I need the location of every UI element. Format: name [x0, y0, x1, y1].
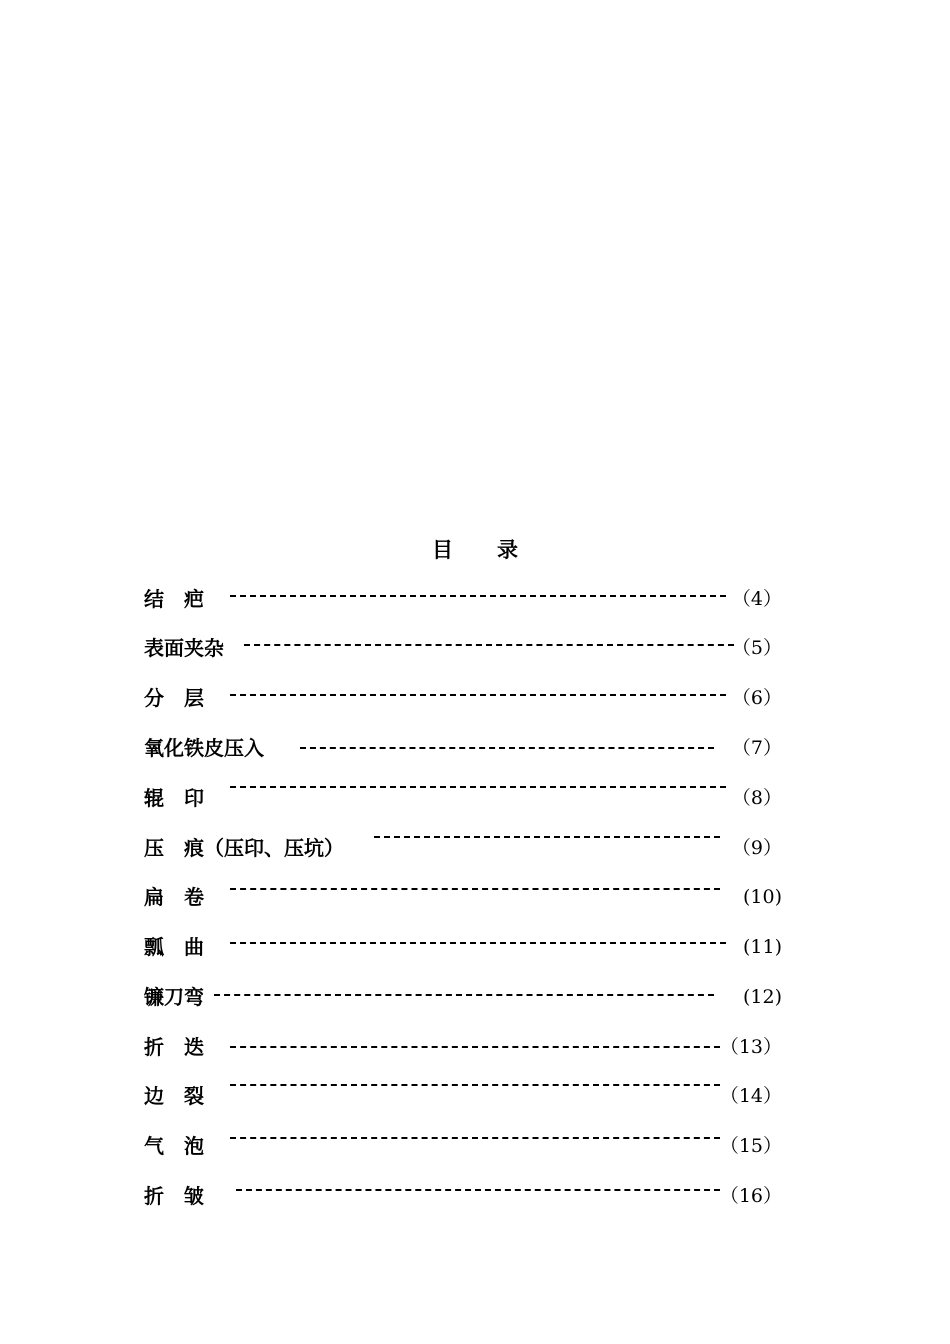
dotted-leader — [214, 994, 714, 996]
toc-entry-label: 辊 印 — [144, 786, 204, 810]
toc-entry-page: （13） — [719, 1036, 782, 1058]
toc-entry-page: （9） — [731, 837, 782, 859]
toc-entry[interactable] — [144, 1032, 784, 1062]
dotted-leader — [244, 644, 734, 646]
toc-entry-label: 瓢 曲 — [144, 935, 204, 959]
toc-entry[interactable] — [144, 882, 784, 912]
toc-entry-label: 压 痕（压印、压坑） — [144, 836, 344, 860]
dotted-leader — [236, 1189, 720, 1191]
toc-entry[interactable] — [144, 833, 784, 863]
dotted-leader — [230, 1084, 720, 1086]
toc-entry-page: （4） — [731, 588, 782, 610]
dotted-leader — [230, 888, 720, 890]
toc-entry-page: （5） — [731, 637, 782, 659]
dotted-leader — [230, 942, 726, 944]
toc-entry-page: (12) — [742, 986, 782, 1008]
toc-entry-page: （14） — [719, 1085, 782, 1107]
toc-title-part-2: 录 — [497, 537, 518, 562]
dotted-leader — [230, 1137, 720, 1139]
toc-entry[interactable] — [144, 1081, 784, 1111]
dotted-leader — [230, 694, 726, 696]
toc-entry-page: （15） — [719, 1135, 782, 1157]
dotted-leader — [374, 836, 720, 838]
toc-entry[interactable] — [144, 1131, 784, 1161]
toc-entry[interactable] — [144, 584, 784, 614]
toc-entry-label: 边 裂 — [144, 1084, 204, 1108]
toc-entry-label: 扁 卷 — [144, 885, 204, 909]
dotted-leader — [230, 1046, 720, 1048]
toc-entry[interactable] — [144, 783, 784, 813]
toc-entry-label: 折 迭 — [144, 1035, 204, 1059]
toc-entry[interactable] — [144, 932, 784, 962]
toc-entry-label: 氧化铁皮压入 — [144, 736, 264, 760]
toc-entry-page: （6） — [731, 687, 782, 709]
toc-entry[interactable] — [144, 733, 784, 763]
toc-title — [0, 534, 950, 564]
toc-entry-page: (11) — [742, 936, 782, 958]
toc-entry-label: 折 皱 — [144, 1184, 204, 1208]
toc-entry-page: （7） — [731, 737, 782, 759]
toc-entry-page: （16） — [719, 1185, 782, 1207]
dotted-leader — [300, 747, 714, 749]
dotted-leader — [230, 595, 726, 597]
toc-entry-page: （8） — [731, 787, 782, 809]
toc-entry[interactable] — [144, 982, 784, 1012]
toc-entry[interactable] — [144, 633, 784, 663]
toc-entry[interactable] — [144, 683, 784, 713]
dotted-leader — [230, 786, 726, 788]
toc-entry-page: (10) — [742, 886, 782, 908]
toc-entry-label: 分 层 — [144, 686, 204, 710]
toc-entry-label: 结 疤 — [144, 587, 204, 611]
toc-title-part-1: 目 — [432, 537, 453, 562]
toc-entry-label: 表面夹杂 — [144, 636, 224, 660]
toc-entry-label: 气 泡 — [144, 1134, 204, 1158]
toc-entry[interactable] — [144, 1181, 784, 1211]
toc-entry-label: 镰刀弯 — [144, 985, 204, 1009]
